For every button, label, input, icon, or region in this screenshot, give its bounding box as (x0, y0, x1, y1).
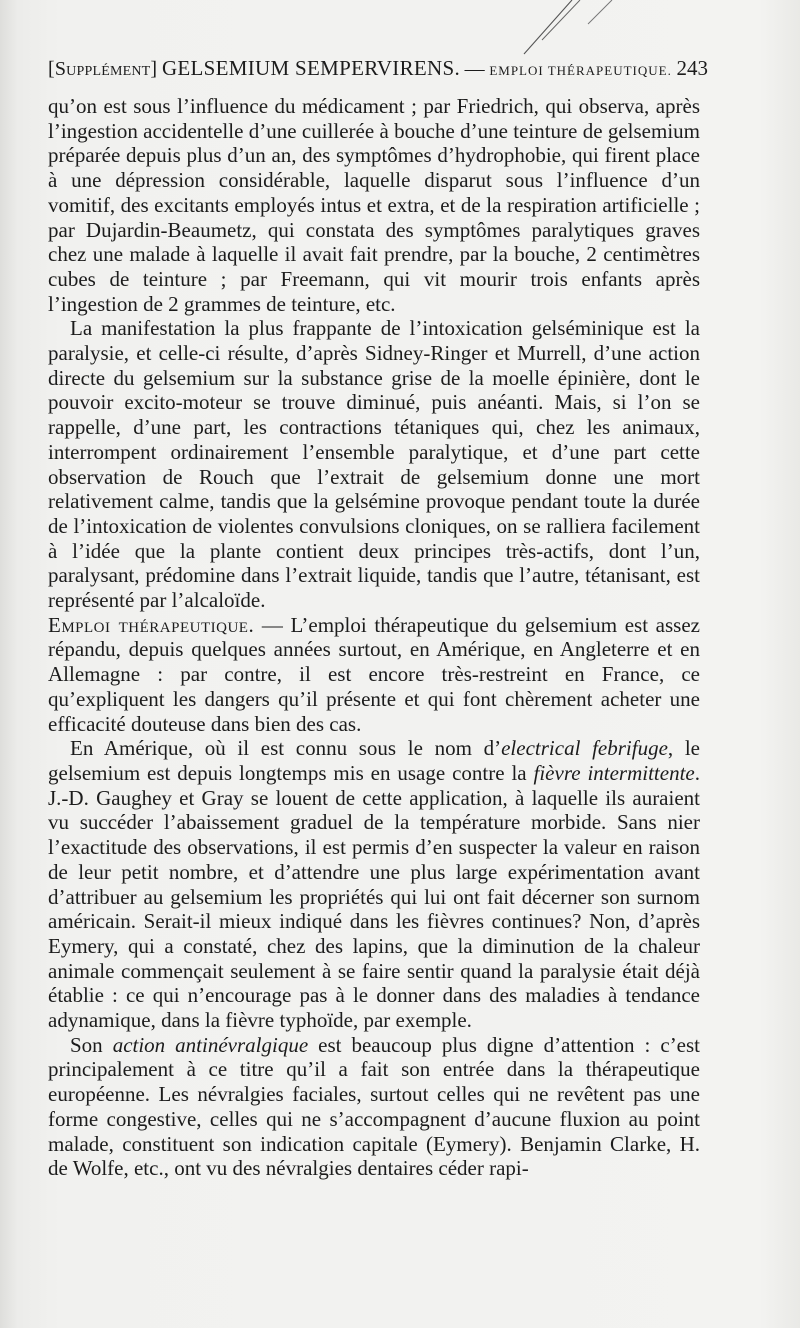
italic-term: fièvre intermittente (533, 760, 695, 785)
paragraph-text: — L’emploi thérapeutique du gelsemium est assez répandu, depuis quelques années surtout, en Amérique, en Angleterre et en Allemagne : par contre, il est encore très-restreint en France, ce qu’expliquent les dangers qu’il présente et qui font chèrement acheter une efficacité douteuse dans bien des cas. (48, 612, 700, 736)
paragraph-text: En Amérique, où il est connu sous le nom d’ (70, 736, 502, 761)
paragraph-text: Son (70, 1032, 113, 1057)
paragraph-text: qu’on est sous l’influence du médicament ; par Friedrich, qui observa, après l’ingestion accidentelle d’une cuillerée à bouche d’une teinture de gelsemium préparée depuis plus d’un an, des symptômes d’hydrophobie, qui firent place à une dépression considérable, laquelle disparut sous l’influence d’un vomitif, des excitants employés intus et extra, et de la respiration artificielle ; par Dujardin-Beaumetz, qui constata des symptômes paralytiques graves chez une malade à laquelle il avait fait prendre, par la bouche, 2 centimètres cubes de teinture ; par Freemann, qui vit mourir trois enfants après l’ingestion de 2 grammes de teinture, etc. (48, 94, 700, 316)
paragraph-text: La manifestation la plus frappante de l’intoxication gelséminique est la paralysie, et celle-ci résulte, d’après Sidney-Ringer et Murrell, d’une action directe du gelsemium sur la substance grise de la moelle épinière, dont le pouvoir excito-moteur se trouve diminué, puis anéanti. Mais, si l’on se rappelle, d’une part, les contractions tétaniques qui, chez les animaux, interrompent ordinairement l’ensemble paralytique, et d’une part cette observation de Rouch que l’extrait de gelsemium donne une mort relativement calme, tandis que la gelsémine provoque pendant toute la durée de l’intoxication de violentes convulsions cloniques, on se ralliera facilement à l’idée que la plante contient deux principes très-actifs, dont l’un, paralysant, prédomine dans l’extrait liquide, tandis que l’autre, tétanisant, est représenté par l’alcaloïde. (48, 316, 700, 613)
paragraph (48, 736, 700, 1032)
section-heading: Emploi thérapeutique. (48, 612, 255, 637)
italic-term: electrical febrifuge (501, 736, 668, 761)
italic-term: action antinévralgique (112, 1032, 309, 1057)
running-header-title: GELSEMIUM SEMPERVIRENS. (161, 56, 461, 80)
pencil-marks (510, 0, 620, 60)
paragraph (48, 1033, 700, 1181)
running-header-left: [Supplément] (48, 58, 158, 80)
paragraph (48, 94, 700, 316)
page-body (48, 94, 700, 1181)
running-header-section: EMPLOI THÉRAPEUTIQUE. (489, 63, 672, 78)
paragraph-text: . J.-D. Gaughey et Gray se louent de cette application, à laquelle ils auraient vu succéder l’abaissement graduel de la température morbide. Sans nier l’exactitude des observations, il est permis d’en suspecter la valeur en raison de leur petit nombre, et d’attendre une plus large expérimentation avant d’attribuer au gelsemium les propriétés qui lui ont fait décerner son surnom américain. Serait-il mieux indiqué dans les fièvres continues? Non, d’après Eymery, qui a constaté, chez des lapins, que la diminution de la chaleur animale commençait seulement à se faire sentir quand la paralysie était déjà établie : ce qui n’encourage pas à le donner dans des maladies à tendance adynamique, dans la fièvre typhoïde, par exemple. (48, 760, 700, 1033)
paragraph-text: , le gelsemium est depuis longtemps mis en usage contre la (48, 736, 700, 785)
paragraph (48, 613, 700, 737)
running-header-dash: — (464, 58, 485, 80)
paragraph-text: est beaucoup plus digne d’attention : c’est principalement à ce titre qu’il a fait son entrée dans la thérapeutique européenne. Les névralgies faciales, surtout celles qui ne revêtent pas une forme congestive, celles qui ne s’accompagnent d’aucune fluxion au point malade, constituent son indication capitale (Eymery). Benjamin Clarke, H. de Wolfe, etc., ont vu des névralgies dentaires céder rapi- (48, 1032, 701, 1181)
paragraph (48, 316, 700, 612)
page-number: 243 (676, 56, 708, 80)
running-header (48, 56, 708, 86)
